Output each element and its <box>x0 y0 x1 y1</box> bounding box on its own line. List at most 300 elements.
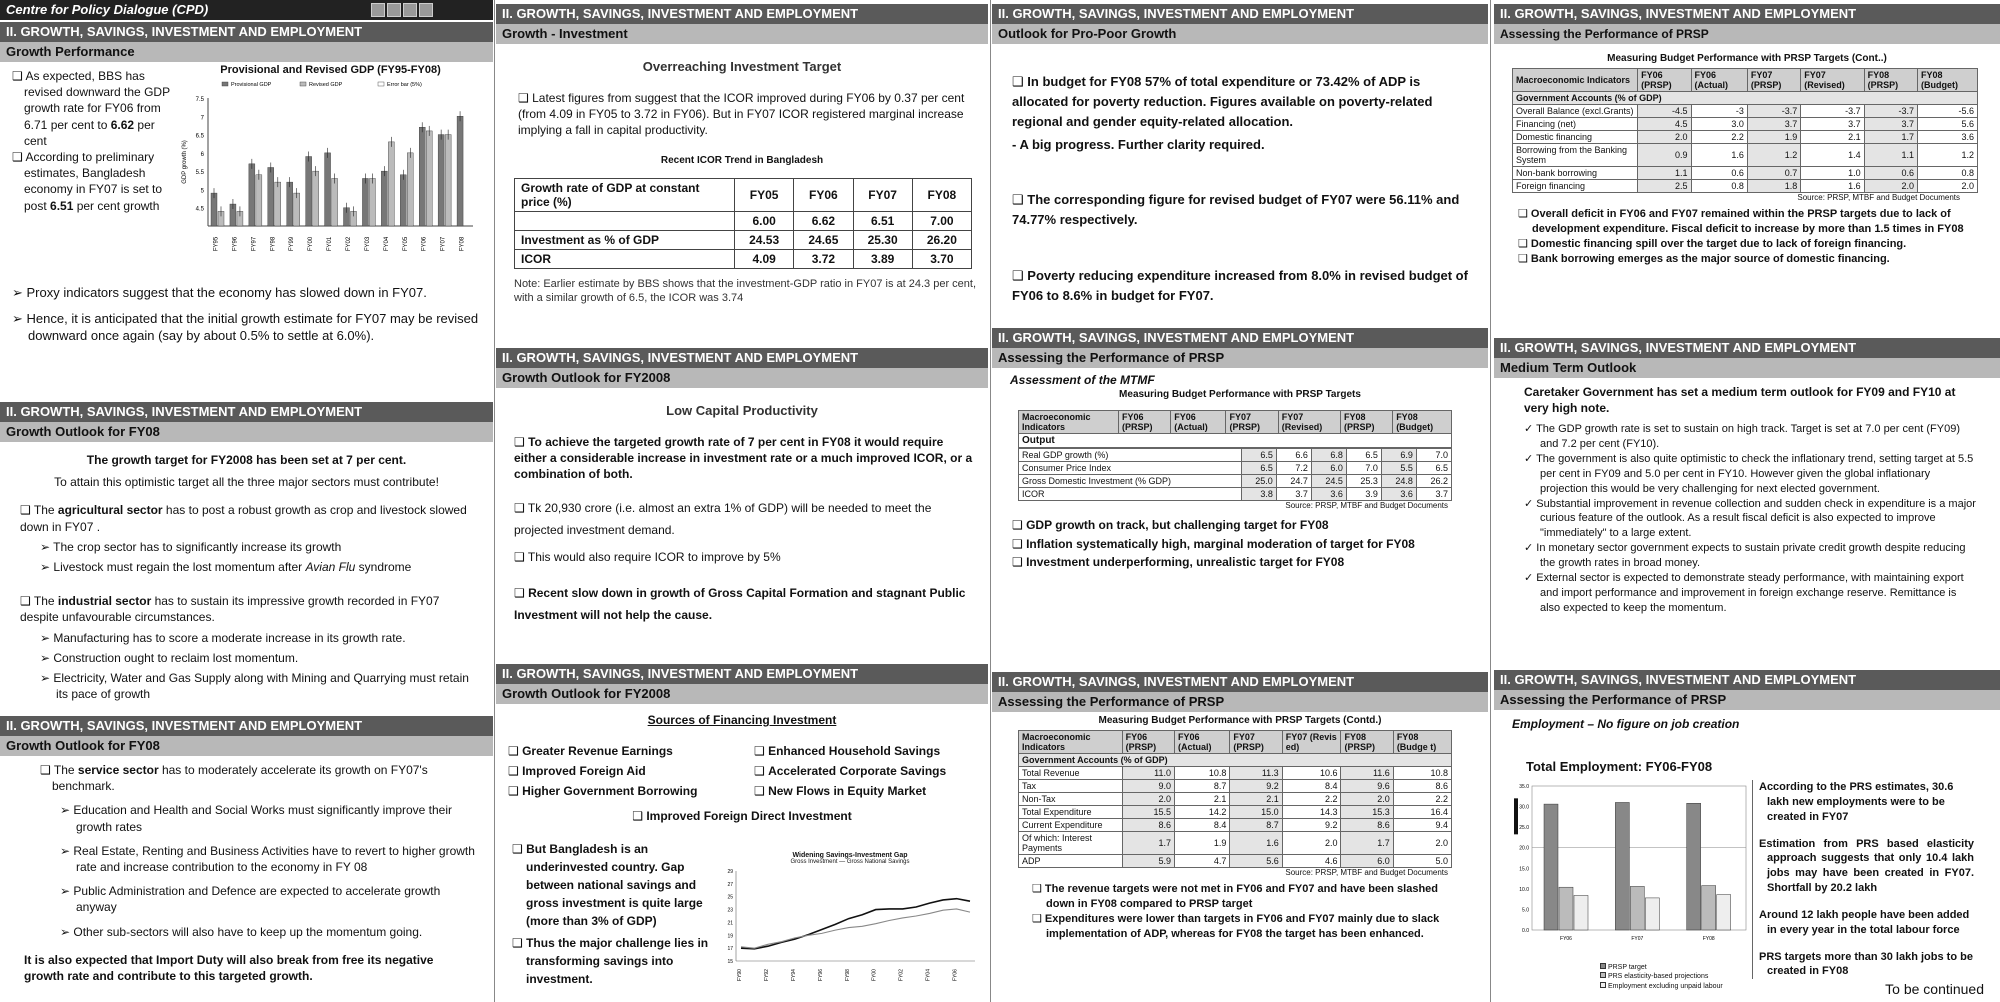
cell: 6.0 <box>1311 461 1346 474</box>
text: agricultural sector <box>57 503 163 518</box>
employment-chart-svg <box>1510 780 1750 958</box>
header-cell: FY07 (PRSP) <box>1230 730 1282 753</box>
header-cell: FY06 (PRSP) <box>1638 68 1691 91</box>
slide-growth-performance <box>0 22 493 402</box>
gdp-bar <box>325 153 331 226</box>
cell: Borrowing from the Banking System <box>1513 143 1638 166</box>
mt-revenue: ✓ Substantial improvement in revenue collection and sudden check in expenditure is a major curious feature of the outlook. As a result fiscal deficit is also expected to improve "immediately" to a large extent. <box>1540 497 1978 542</box>
y-tick-label: 27 <box>727 881 733 888</box>
employment-bar <box>1687 803 1701 930</box>
cell: Current Expenditure <box>1019 818 1123 831</box>
slide-subtitle: Assessing the Performance of PRSP <box>992 692 1488 712</box>
cell: 3.6 <box>1918 130 1978 143</box>
cell: 1.4 <box>1801 143 1864 166</box>
text: As expected, BBS has revised downward the GDP growth rate for FY06 from 6.71 per cent to <box>24 69 170 132</box>
cell: 2.0 <box>1393 831 1451 854</box>
axis-marker <box>1514 798 1518 834</box>
x-tick-label: FY99 <box>289 236 296 252</box>
cell: Overall Balance (excl.Grants) <box>1513 104 1638 117</box>
header-cell: FY08 (Budget) <box>1918 68 1978 91</box>
slide-employment <box>1494 670 2000 1002</box>
cell: -3.7 <box>1864 104 1917 117</box>
section-heading: Low Capital Productivity <box>666 403 818 418</box>
cell: 14.3 <box>1282 805 1341 818</box>
table-row <box>1513 104 1978 117</box>
cell: Foreign financing <box>1513 179 1638 192</box>
slide-financing <box>496 664 988 1002</box>
bullet-gdp-track: ❑ GDP growth on track, but challenging target for FY08 <box>1012 517 1476 533</box>
legend-item <box>1600 972 1750 981</box>
slide-subtitle: Growth Outlook for FY2008 <box>496 368 988 388</box>
gdp-bar <box>381 171 387 226</box>
cell: 6.6 <box>1276 448 1311 461</box>
header-cell: FY08 (Budge t) <box>1393 730 1451 753</box>
text: per cent <box>24 117 155 148</box>
value: 6.62 <box>110 117 135 132</box>
cell: 6.9 <box>1381 448 1416 461</box>
table-source: Source: PRSP, MTBF and Budget Documents <box>1285 500 1448 510</box>
cell: 1.6 <box>1691 143 1747 166</box>
y-tick-label: 23 <box>727 907 733 914</box>
x-tick-label: FY00 <box>308 236 315 252</box>
slide-title: II. GROWTH, SAVINGS, INVESTMENT AND EMPLOYMENT <box>0 22 493 42</box>
cell: 9.0 <box>1122 779 1174 792</box>
legend-label: Error bar (5%) <box>387 82 422 88</box>
x-tick-label: FY94 <box>790 969 797 981</box>
bullet-bank: ❑ Bank borrowing emerges as the major source of domestic financing. <box>1532 252 1980 267</box>
column-1 <box>0 0 493 1002</box>
column-2 <box>496 0 988 1002</box>
text: service sector <box>77 763 159 777</box>
cell: 5.5 <box>1381 461 1416 474</box>
header-cell: FY06 (Actual) <box>1171 410 1226 433</box>
cell: 3.6 <box>1311 487 1346 500</box>
employment-legend <box>1600 963 1750 991</box>
header-cell: FY06 (PRSP) <box>1119 410 1171 433</box>
gdp-bar <box>332 178 338 226</box>
table-row <box>1513 166 1978 179</box>
y-tick-label: 21 <box>727 920 733 927</box>
bullet-gdp-revision <box>24 68 172 149</box>
text: industrial sector <box>57 594 152 609</box>
table-header <box>1513 68 1978 91</box>
y-tick-label: 15.0 <box>1519 866 1529 873</box>
cpd-logo-strip <box>371 3 433 17</box>
value: 6.51 <box>50 198 74 213</box>
cell: 2.1 <box>1175 792 1230 805</box>
cell: 26.20 <box>912 230 971 249</box>
series-line <box>741 909 970 948</box>
bullet-underinvested: ❑ But Bangladesh is an underinvested country. Gap between national savings and gross investment is quite large (more than 3% of GDP) <box>526 840 712 930</box>
employment-bar <box>1615 802 1629 930</box>
employment-bar <box>1544 804 1558 930</box>
bullet-domestic: ❑ Domestic financing spill over the target due to lack of foreign financing. <box>1532 237 1980 252</box>
cell: 2.0 <box>1341 792 1393 805</box>
y-tick-label: 25.0 <box>1519 825 1529 832</box>
cell: 1.8 <box>1747 179 1800 192</box>
cell: 0.8 <box>1918 166 1978 179</box>
slide-mtmf <box>992 328 1488 664</box>
cell: 2.2 <box>1282 792 1341 805</box>
series-line <box>741 899 970 949</box>
cell: 1.6 <box>1801 179 1864 192</box>
y-tick-label: 0.0 <box>1522 928 1529 934</box>
y-tick-label: 5.0 <box>1522 907 1529 914</box>
cell: 8.4 <box>1282 779 1341 792</box>
gdp-bar <box>287 182 293 226</box>
text: Livestock must regain the lost momentum after <box>53 559 306 574</box>
gdp-bar <box>419 127 425 226</box>
cpd-header-text: Centre for Policy Dialogue (CPD) <box>6 2 209 17</box>
source-item: ❑ Improved Foreign Aid <box>508 764 754 778</box>
gdp-bar <box>249 164 255 226</box>
cell: 4.5 <box>1638 117 1691 130</box>
x-tick-label: FY06 <box>1560 936 1572 942</box>
x-tick-label: FY07 <box>1631 936 1644 942</box>
cell: 3.7 <box>1864 117 1917 130</box>
cell: 10.6 <box>1282 766 1341 779</box>
cell: 1.1 <box>1864 143 1917 166</box>
cell: 25.3 <box>1346 474 1381 487</box>
text: According to preliminary estimates, Bangladesh economy in FY07 is set to post <box>24 149 163 213</box>
legend-swatch <box>300 82 306 86</box>
svc-realestate: ➢ Real Estate, Renting and Business Activities have to revert to higher growth rate and increase contribution to the economy in FY 08 <box>76 843 479 875</box>
cell: Of which: Interest Payments <box>1019 831 1123 854</box>
cell: 1.2 <box>1918 143 1978 166</box>
slide-subtitle: Medium Term Outlook <box>1494 358 2000 378</box>
header-cell: FY08 (Budget) <box>1393 410 1452 433</box>
group-cell: Government Accounts (% of GDP) <box>1019 753 1452 766</box>
cell: 16.4 <box>1393 805 1451 818</box>
cell: Non-bank borrowing <box>1513 166 1638 179</box>
cell: 0.6 <box>1864 166 1917 179</box>
cell: 1.2 <box>1747 143 1800 166</box>
gdp-chart-title: Provisional and Revised GDP (FY95-FY08) <box>220 64 441 76</box>
cell: Real GDP growth (%) <box>1019 448 1242 461</box>
note-prs: According to the PRS estimates, 30.6 lakh new employments were to be created in FY07 <box>1759 781 1954 823</box>
bullet-tk: ❑ Tk 20,930 crore (i.e. almost an extra 1% of GDP) will be needed to meet the projected investment demand. <box>514 498 976 541</box>
employment-bar <box>1630 886 1644 930</box>
slide-title: II. GROWTH, SAVINGS, INVESTMENT AND EMPLOYMENT <box>1494 4 2000 24</box>
y-tick-label: 15 <box>727 959 733 965</box>
table-row <box>1019 753 1452 766</box>
table-row <box>1513 130 1978 143</box>
cell: 0.6 <box>1691 166 1747 179</box>
cell: 15.3 <box>1341 805 1393 818</box>
cell: 9.4 <box>1393 818 1451 831</box>
table-row <box>1513 117 1978 130</box>
bullet-revised: ❑ The corresponding figure for revised budget of FY07 were 56.11% and 74.77% respectively. <box>1012 190 1468 230</box>
note-targets: PRS targets more than 30 lakh jobs to be created in FY08 <box>1759 950 1973 978</box>
table-row <box>1019 854 1452 867</box>
cell: 3.0 <box>1691 117 1747 130</box>
table-row <box>1019 433 1452 447</box>
x-tick-label: FY95 <box>213 236 220 252</box>
employment-notes <box>1752 780 1974 979</box>
table-row <box>1513 91 1978 104</box>
cell: 1.7 <box>1122 831 1174 854</box>
cell: 1.1 <box>1638 166 1691 179</box>
cell: 1.6 <box>1230 831 1282 854</box>
bullet-revenue: ❑ The revenue targets were not met in FY06 and FY07 and have been slashed down in FY08 compared to PRSP target <box>1046 882 1464 912</box>
cell: 25.30 <box>853 230 912 249</box>
x-tick-label: FY03 <box>364 236 371 252</box>
cell: 15.0 <box>1230 805 1282 818</box>
divider <box>990 0 991 1002</box>
bullet-challenge: ❑ Thus the major challenge lies in transforming savings into investment. <box>526 934 712 988</box>
gdp-bar <box>445 135 451 226</box>
slide-title: II. GROWTH, SAVINGS, INVESTMENT AND EMPLOYMENT <box>0 716 493 736</box>
x-tick-label: FY92 <box>763 969 770 981</box>
table-source: Source: PRSP, MTBF and Budget Documents <box>1797 192 1960 202</box>
gdp-bar <box>457 116 463 226</box>
cell: 2.2 <box>1691 130 1747 143</box>
gdp-bar <box>426 131 432 226</box>
table-row <box>1019 818 1452 831</box>
legend-label: PRS elasticity-based projections <box>1607 973 1709 981</box>
slide-subtitle: Growth - Investment <box>496 24 988 44</box>
x-tick-label: FY07 <box>440 236 447 252</box>
mtmf-heading: Assessment of the MTMF <box>1010 373 1155 387</box>
cell: 24.53 <box>735 230 794 249</box>
bullet-target: ❑ To achieve the targeted growth rate of 7 per cent in FY08 it would require either a considerable increase in investment rate or a much improved ICOR, or a combination of both. <box>514 434 976 483</box>
employment-bar <box>1559 887 1573 930</box>
table-source: Source: PRSP, MTBF and Budget Documents <box>1285 867 1448 877</box>
agri-livestock <box>40 559 479 575</box>
text: has to post a robust growth as crop and livestock slowed down in FY07 . <box>20 503 467 534</box>
cell: 5.9 <box>1122 854 1174 867</box>
cell: Domestic financing <box>1513 130 1638 143</box>
x-tick-label: FY98 <box>844 969 851 981</box>
cell: -3 <box>1691 104 1747 117</box>
bullet-fy07-estimate <box>24 149 172 214</box>
cell: 6.5 <box>1416 461 1451 474</box>
cell: 25.0 <box>1241 474 1276 487</box>
slide-title: II. GROWTH, SAVINGS, INVESTMENT AND EMPLOYMENT <box>496 348 988 368</box>
legend-item: Gross National Savings <box>846 859 910 865</box>
slide-low-capital <box>496 348 988 660</box>
header-cell: FY05 <box>735 178 794 211</box>
bullet-slowdown: ❑ Recent slow down in growth of Gross Capital Formation and stagnant Public Investment will not help the cause. <box>514 583 976 626</box>
cell: 11.0 <box>1122 766 1174 779</box>
growth-attain: To attain this optimistic target all the three major sectors must contribute! <box>54 475 439 490</box>
source-item: ❑ Greater Revenue Earnings <box>508 744 754 758</box>
slide-prsp-cont <box>1494 4 2000 338</box>
cell: 9.2 <box>1230 779 1282 792</box>
bullet-icor-improve: ❑ This would also require ICOR to improve by 5% <box>514 549 976 565</box>
cell: 3.8 <box>1241 487 1276 500</box>
slide-subtitle: Growth Outlook for FY2008 <box>496 684 988 704</box>
slide-pro-poor <box>992 4 1488 328</box>
cell: 2.1 <box>1230 792 1282 805</box>
growth-target: The growth target for FY2008 has been set at 7 per cent. <box>86 453 407 467</box>
x-tick-label: FY98 <box>270 236 277 252</box>
import-duty-note: It is also expected that Import Duty will also break from free its negative growth rate and contribute to this targeted growth. <box>24 953 434 984</box>
text: syndrome <box>355 559 412 574</box>
employment-bar <box>1645 898 1659 930</box>
cell: 6.5 <box>1241 461 1276 474</box>
cell: 2.0 <box>1864 179 1917 192</box>
cell: 2.0 <box>1282 831 1341 854</box>
gdp-bar <box>362 178 368 226</box>
slide-title: II. GROWTH, SAVINGS, INVESTMENT AND EMPLOYMENT <box>496 4 988 24</box>
gdp-bar <box>438 135 444 226</box>
cell: 9.2 <box>1282 818 1341 831</box>
table-row <box>515 178 972 211</box>
header-cell: FY06 (Actual) <box>1175 730 1230 753</box>
cell: 7.2 <box>1276 461 1311 474</box>
bullet-poverty-exp: ❑ Poverty reducing expenditure increased from 8.0% in revised budget of FY06 to 8.6% in budget for FY07. <box>1012 266 1468 306</box>
source-item: ❑ Accelerated Corporate Savings <box>754 764 968 778</box>
table-header <box>1019 410 1452 433</box>
table-row <box>515 211 972 230</box>
header-cell: FY07 (PRSP) <box>1747 68 1800 91</box>
divider <box>1490 0 1491 1002</box>
gdp-bar <box>313 171 319 226</box>
y-tick-label: 6 <box>200 151 204 158</box>
table-row <box>1019 792 1452 805</box>
arrow-revision: ➢ Hence, it is anticipated that the initial growth estimate for FY07 may be revised downward once again (say by about 0.5% to settle at 6.0%). <box>28 310 483 345</box>
slide-subtitle: Assessing the Performance of PRSP <box>1494 24 2000 44</box>
y-tick-label: 5.5 <box>195 170 204 177</box>
slide-growth-investment <box>496 4 988 344</box>
bullet-deficit: ❑ Overall deficit in FY06 and FY07 remained within the PRSP targets due to lack of development expenditure. Fiscal deficit to increase by more than 1.5 times in FY08 <box>1532 207 1980 237</box>
cell: 2.0 <box>1122 792 1174 805</box>
cell: Total Expenditure <box>1019 805 1123 818</box>
agri-crop: ➢ The crop sector has to significantly increase its growth <box>40 539 479 555</box>
slide-subtitle: Growth Outlook for FY08 <box>0 736 493 756</box>
cell: 8.7 <box>1175 779 1230 792</box>
to-be-continued: To be continued <box>1885 981 1984 997</box>
header-cell: FY07 (Revised) <box>1801 68 1864 91</box>
cell: 1.9 <box>1175 831 1230 854</box>
prsp-cont-table <box>1512 68 1978 193</box>
cell: 2.0 <box>1918 179 1978 192</box>
cell: 15.5 <box>1122 805 1174 818</box>
cell: 24.5 <box>1311 474 1346 487</box>
cell: 3.7 <box>1747 117 1800 130</box>
slide-title: II. GROWTH, SAVINGS, INVESTMENT AND EMPLOYMENT <box>496 664 988 684</box>
source-item: ❑ New Flows in Equity Market <box>754 784 968 798</box>
cell: Non-Tax <box>1019 792 1123 805</box>
header-cell: FY08 (PRSP) <box>1340 410 1392 433</box>
text: has to moderately accelerate its growth on FY07's benchmark. <box>52 763 428 794</box>
svc-other: ➢ Other sub-sectors will also have to keep up the momentum going. <box>76 924 479 940</box>
legend-label: Revised GDP <box>309 82 343 88</box>
group-cell: Government Accounts (% of GDP) <box>1513 91 1978 104</box>
y-tick-label: 25 <box>727 894 733 901</box>
x-tick-label: FY96 <box>232 236 239 252</box>
text: Avian Flu <box>305 559 356 574</box>
source-fdi: ❑ Improved Foreign Direct Investment <box>496 808 988 824</box>
mtmf-table-body <box>1018 448 1452 501</box>
table-row <box>1019 487 1452 500</box>
cell: 3.72 <box>794 249 853 268</box>
legend-item: Gross Investment <box>790 859 838 865</box>
employment-bar <box>1702 886 1716 930</box>
y-tick-label: 4.5 <box>195 206 204 213</box>
cell: 1.7 <box>1864 130 1917 143</box>
legend-item <box>1600 963 1750 972</box>
slide-title: II. GROWTH, SAVINGS, INVESTMENT AND EMPLOYMENT <box>0 402 493 422</box>
legend-label: Employment excluding unpaid labour <box>1607 982 1723 990</box>
mt-monetary: ✓ In monetary sector government expects to sustain private credit growth despite reducing the growth rates in broad money. <box>1540 541 1978 571</box>
cell: 2.1 <box>1801 130 1864 143</box>
cell: 7.00 <box>912 211 971 230</box>
y-tick-label: 10.0 <box>1519 886 1529 893</box>
cell: ICOR <box>515 249 735 268</box>
svc-education: ➢ Education and Health and Social Works must significantly improve their growth rates <box>76 802 479 834</box>
cell: -3.7 <box>1801 104 1864 117</box>
slide-title: II. GROWTH, SAVINGS, INVESTMENT AND EMPLOYMENT <box>992 328 1488 348</box>
table-row <box>1019 831 1452 854</box>
cell: 7.0 <box>1416 448 1451 461</box>
cell: -5.6 <box>1918 104 1978 117</box>
legend-item <box>1600 982 1750 991</box>
cell: 0.8 <box>1691 179 1747 192</box>
cell: 6.51 <box>853 211 912 230</box>
x-tick-label: FY06 <box>952 969 959 981</box>
source-item: ❑ Enhanced Household Savings <box>754 744 968 758</box>
cell: 14.2 <box>1175 805 1230 818</box>
cell: 10.8 <box>1393 766 1451 779</box>
ind-electricity: ➢ Electricity, Water and Gas Supply along with Mining and Quarrying must retain its pace of growth <box>56 670 479 702</box>
employment-chart-title: Total Employment: FY06-FY08 <box>1526 759 1713 774</box>
cell: -3.7 <box>1747 104 1800 117</box>
cell: 4.6 <box>1282 854 1341 867</box>
x-tick-label: FY02 <box>898 969 905 981</box>
y-tick-label: 17 <box>727 946 733 953</box>
source-item: ❑ Higher Government Borrowing <box>508 784 754 798</box>
header-cell: FY08 (PRSP) <box>1864 68 1917 91</box>
header-cell: Macroeconomic Indicators <box>1019 410 1119 433</box>
bullet-agriculture <box>20 502 479 534</box>
cell: 3.70 <box>912 249 971 268</box>
savings-chart-title: Widening Savings-Investment Gap <box>792 852 908 859</box>
financing-sources <box>508 744 968 798</box>
bullet-poverty-budget: ❑ In budget for FY08 57% of total expenditure or 73.42% of ADP is allocated for poverty reduction. Figures available on poverty-related regional and gender equity-related allocation. <box>1012 72 1468 132</box>
slide-subtitle: Outlook for Pro-Poor Growth <box>992 24 1488 44</box>
header-cell: FY07 (PRSP) <box>1226 410 1278 433</box>
cell: 4.09 <box>735 249 794 268</box>
header-cell: FY06 (Actual) <box>1691 68 1747 91</box>
gdp-bar <box>306 157 312 226</box>
note-elasticity: Estimation from PRS based elasticity approach suggests that only 10.4 lakh jobs may have been created in FY07. Shortfall by 20.2 lakh <box>1759 837 1974 895</box>
mt-external: ✓ External sector is expected to demonstrate steady performance, with maintaining export and import performance and improvement in foreign exchange reserve. Remittance is also expected to keep the momentum. <box>1540 571 1978 616</box>
ind-construction: ➢ Construction ought to reclaim lost momentum. <box>40 650 479 666</box>
employment-bar <box>1574 895 1588 930</box>
cell: 8.6 <box>1393 779 1451 792</box>
legend-label: Provisional GDP <box>231 82 272 88</box>
gdp-bar <box>275 182 281 226</box>
cell: Total Revenue <box>1019 766 1123 779</box>
gdp-chart-svg <box>178 76 483 266</box>
mtmf-table <box>1018 410 1452 448</box>
bullet-investment: ❑ Investment underperforming, unrealistic target for FY08 <box>1012 554 1476 570</box>
cell: 3.7 <box>1801 117 1864 130</box>
table-row <box>1019 766 1452 779</box>
y-tick-label: 6.5 <box>195 133 204 140</box>
arrow-proxy: ➢ Proxy indicators suggest that the economy has slowed down in FY07. <box>12 284 483 302</box>
slide-title: II. GROWTH, SAVINGS, INVESTMENT AND EMPLOYMENT <box>1494 670 2000 690</box>
x-tick-label: FY02 <box>345 236 352 252</box>
gdp-bar <box>388 142 394 226</box>
slide-subtitle: Growth Outlook for FY08 <box>0 422 493 442</box>
y-tick-label: 5 <box>200 188 204 195</box>
column-4 <box>1494 0 2000 1002</box>
cell: 2.5 <box>1638 179 1691 192</box>
mt-intro: Caretaker Government has set a medium term outlook for FY09 and FY10 at very high note. <box>1524 385 1956 416</box>
